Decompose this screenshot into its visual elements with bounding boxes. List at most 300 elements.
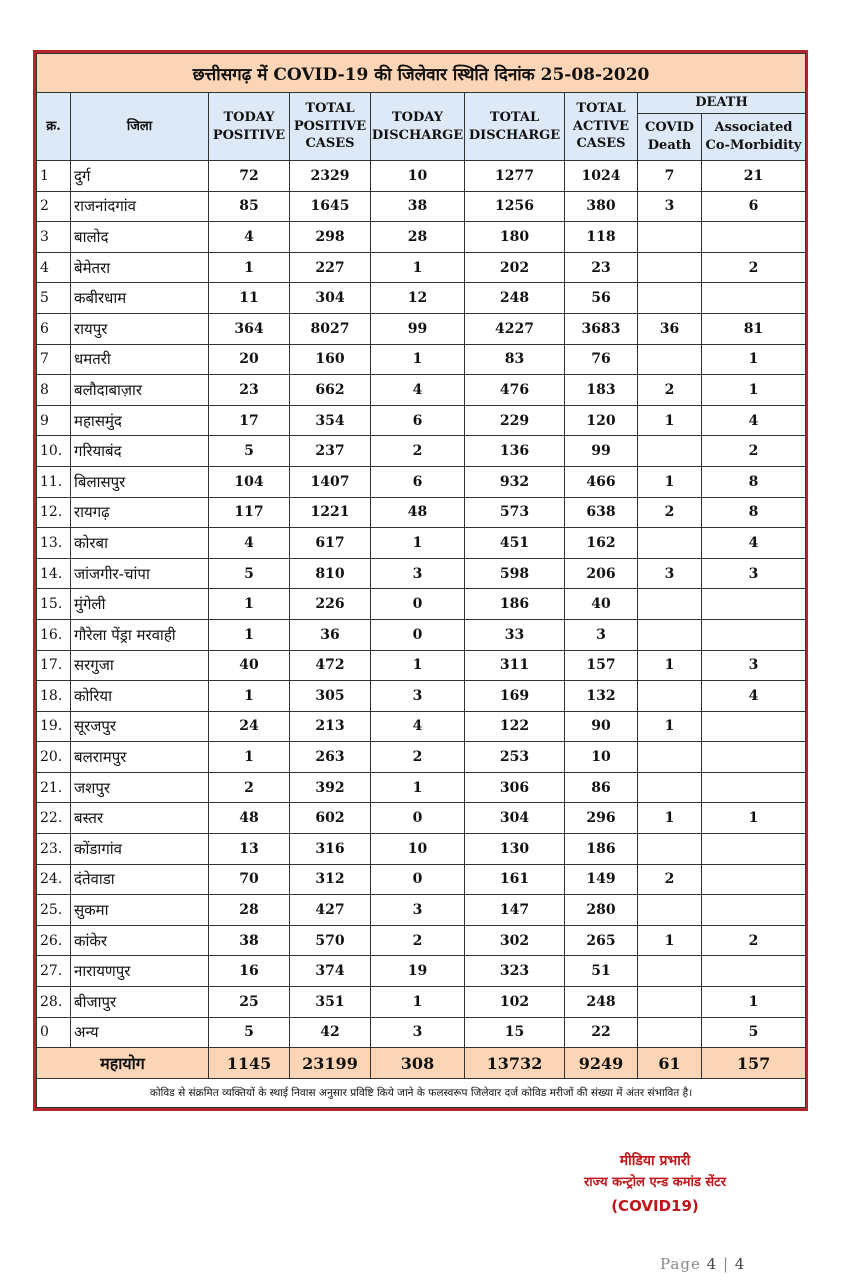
- header-today-discharge: TODAY DISCHARGE: [371, 93, 465, 161]
- cell-total-pos: 213: [290, 711, 371, 742]
- table-row: [37, 161, 806, 192]
- cell-sn: 24.: [37, 864, 71, 895]
- cell-district: महासमुंद: [71, 405, 209, 436]
- cell-today-dis: 19: [371, 956, 465, 987]
- cell-covid-death: [638, 252, 702, 283]
- cell-total-dis: 169: [465, 681, 565, 712]
- cell-sn: 0: [37, 1017, 71, 1048]
- table-row: [37, 466, 806, 497]
- cell-today-dis: 48: [371, 497, 465, 528]
- cell-comorbid: 5: [702, 1017, 806, 1048]
- cell-total-pos: 472: [290, 650, 371, 681]
- cell-total-dis: 136: [465, 436, 565, 467]
- cell-total-pos: 1645: [290, 191, 371, 222]
- cell-today-dis: 2: [371, 742, 465, 773]
- cell-covid-death: 2: [638, 497, 702, 528]
- cell-total-pos: 227: [290, 252, 371, 283]
- cell-today-dis: 3: [371, 895, 465, 926]
- header-today-positive: TODAY POSITIVE: [209, 93, 290, 161]
- cell-total-pos: 662: [290, 375, 371, 406]
- cell-comorbid: [702, 283, 806, 314]
- cell-comorbid: 1: [702, 375, 806, 406]
- cell-total-pos: 570: [290, 925, 371, 956]
- cell-sn: 16.: [37, 619, 71, 650]
- table-body: [37, 161, 806, 1048]
- table-row: [37, 895, 806, 926]
- cell-active: 206: [565, 558, 638, 589]
- cell-district: मुंगेली: [71, 589, 209, 620]
- table-row: [37, 344, 806, 375]
- cell-covid-death: 1: [638, 711, 702, 742]
- total-label: महायोग: [37, 1048, 209, 1079]
- cell-district: गरियाबंद: [71, 436, 209, 467]
- cell-active: 132: [565, 681, 638, 712]
- cell-total-dis: 186: [465, 589, 565, 620]
- total-comorbid: 157: [702, 1048, 806, 1079]
- cell-today-dis: 0: [371, 803, 465, 834]
- cell-today-dis: 10: [371, 834, 465, 865]
- cell-district: नारायणपुर: [71, 956, 209, 987]
- table-row: [37, 956, 806, 987]
- cell-district: बलौदाबाज़ार: [71, 375, 209, 406]
- cell-active: 3683: [565, 313, 638, 344]
- cell-covid-death: [638, 344, 702, 375]
- cell-comorbid: 6: [702, 191, 806, 222]
- table-row: [37, 558, 806, 589]
- page-label: Page: [660, 1255, 701, 1273]
- cell-covid-death: 1: [638, 650, 702, 681]
- cell-covid-death: [638, 1017, 702, 1048]
- cell-total-pos: 602: [290, 803, 371, 834]
- covid-district-table-frame: [33, 50, 808, 1111]
- cell-comorbid: 4: [702, 528, 806, 559]
- cell-district: दंतेवाडा: [71, 864, 209, 895]
- cell-total-pos: 237: [290, 436, 371, 467]
- cell-today-dis: 10: [371, 161, 465, 192]
- cell-active: 149: [565, 864, 638, 895]
- header-associated-comorbidity: Associated Co-Morbidity: [702, 114, 806, 161]
- cell-active: 265: [565, 925, 638, 956]
- cell-today-dis: 3: [371, 558, 465, 589]
- cell-today-pos: 2: [209, 772, 290, 803]
- cell-covid-death: [638, 895, 702, 926]
- cell-total-pos: 305: [290, 681, 371, 712]
- table-row: [37, 528, 806, 559]
- table-row: [37, 925, 806, 956]
- header-total-active: TOTAL ACTIVE CASES: [565, 93, 638, 161]
- cell-comorbid: 4: [702, 681, 806, 712]
- cell-today-pos: 38: [209, 925, 290, 956]
- cell-comorbid: [702, 742, 806, 773]
- cell-total-pos: 36: [290, 619, 371, 650]
- total-row: [37, 1048, 806, 1079]
- cell-total-pos: 304: [290, 283, 371, 314]
- cell-today-pos: 4: [209, 222, 290, 253]
- cell-comorbid: 2: [702, 436, 806, 467]
- page-number: [660, 1255, 745, 1273]
- cell-total-pos: 160: [290, 344, 371, 375]
- cell-active: 162: [565, 528, 638, 559]
- cell-covid-death: [638, 834, 702, 865]
- cell-covid-death: [638, 222, 702, 253]
- cell-total-pos: 312: [290, 864, 371, 895]
- cell-today-pos: 5: [209, 436, 290, 467]
- table-row: [37, 589, 806, 620]
- cell-sn: 26.: [37, 925, 71, 956]
- header-total-positive: TOTAL POSITIVE CASES: [290, 93, 371, 161]
- cell-covid-death: 1: [638, 925, 702, 956]
- header-covid-death: COVID Death: [638, 114, 702, 161]
- cell-total-pos: 263: [290, 742, 371, 773]
- cell-covid-death: 1: [638, 405, 702, 436]
- cell-today-dis: 3: [371, 1017, 465, 1048]
- cell-covid-death: 3: [638, 191, 702, 222]
- cell-covid-death: [638, 619, 702, 650]
- cell-active: 23: [565, 252, 638, 283]
- cell-sn: 4: [37, 252, 71, 283]
- cell-comorbid: [702, 589, 806, 620]
- cell-today-pos: 4: [209, 528, 290, 559]
- cell-sn: 28.: [37, 987, 71, 1018]
- cell-today-dis: 38: [371, 191, 465, 222]
- cell-sn: 7: [37, 344, 71, 375]
- cell-total-dis: 573: [465, 497, 565, 528]
- table-row: [37, 313, 806, 344]
- header-district: जिला: [71, 93, 209, 161]
- cell-today-pos: 70: [209, 864, 290, 895]
- cell-total-pos: 1221: [290, 497, 371, 528]
- cell-active: 86: [565, 772, 638, 803]
- cell-active: 10: [565, 742, 638, 773]
- cell-district: रायपुर: [71, 313, 209, 344]
- cell-total-dis: 130: [465, 834, 565, 865]
- cell-sn: 2: [37, 191, 71, 222]
- cell-district: बेमेतरा: [71, 252, 209, 283]
- cell-total-pos: 298: [290, 222, 371, 253]
- cell-total-dis: 1277: [465, 161, 565, 192]
- cell-covid-death: [638, 987, 702, 1018]
- cell-sn: 1: [37, 161, 71, 192]
- cell-district: बस्तर: [71, 803, 209, 834]
- cell-today-pos: 1: [209, 589, 290, 620]
- cell-active: 40: [565, 589, 638, 620]
- cell-today-pos: 364: [209, 313, 290, 344]
- table-row: [37, 436, 806, 467]
- total-today-discharge: 308: [371, 1048, 465, 1079]
- cell-sn: 27.: [37, 956, 71, 987]
- cell-today-dis: 4: [371, 711, 465, 742]
- cell-sn: 20.: [37, 742, 71, 773]
- cell-total-dis: 304: [465, 803, 565, 834]
- cell-today-pos: 40: [209, 650, 290, 681]
- cell-sn: 21.: [37, 772, 71, 803]
- table-row: [37, 191, 806, 222]
- cell-comorbid: [702, 619, 806, 650]
- table-row: [37, 405, 806, 436]
- cell-today-pos: 117: [209, 497, 290, 528]
- cell-covid-death: [638, 681, 702, 712]
- cell-covid-death: 3: [638, 558, 702, 589]
- cell-district: बिलासपुर: [71, 466, 209, 497]
- cell-total-pos: 374: [290, 956, 371, 987]
- cell-covid-death: 7: [638, 161, 702, 192]
- cell-today-dis: 0: [371, 589, 465, 620]
- cell-total-dis: 323: [465, 956, 565, 987]
- cell-total-dis: 306: [465, 772, 565, 803]
- cell-today-dis: 1: [371, 344, 465, 375]
- cell-active: 380: [565, 191, 638, 222]
- cell-total-pos: 1407: [290, 466, 371, 497]
- cell-today-pos: 23: [209, 375, 290, 406]
- table-row: [37, 497, 806, 528]
- cell-covid-death: [638, 742, 702, 773]
- cell-total-dis: 147: [465, 895, 565, 926]
- cell-today-pos: 1: [209, 252, 290, 283]
- cell-total-pos: 2329: [290, 161, 371, 192]
- cell-covid-death: [638, 283, 702, 314]
- cell-total-pos: 392: [290, 772, 371, 803]
- cell-today-pos: 1: [209, 681, 290, 712]
- header-death: DEATH: [638, 93, 806, 114]
- table-row: [37, 619, 806, 650]
- cell-today-pos: 5: [209, 558, 290, 589]
- cell-district: सुकमा: [71, 895, 209, 926]
- cell-sn: 15.: [37, 589, 71, 620]
- cell-sn: 22.: [37, 803, 71, 834]
- cell-district: राजनांदगांव: [71, 191, 209, 222]
- cell-today-dis: 2: [371, 436, 465, 467]
- page-total: 4: [734, 1255, 746, 1273]
- footnote: कोविड से संक्रमित व्यक्तियों के स्थाई निवास अनुसार प्रविष्टि किये जाने के फलस्वरूप जिलेवार दर्ज कोविड मरीजों की संख्या में अंतर संभावित है।: [37, 1079, 806, 1108]
- cell-comorbid: [702, 895, 806, 926]
- cell-total-dis: 476: [465, 375, 565, 406]
- cell-comorbid: 1: [702, 344, 806, 375]
- cell-district: धमतरी: [71, 344, 209, 375]
- cell-total-dis: 122: [465, 711, 565, 742]
- cell-covid-death: [638, 436, 702, 467]
- cell-total-pos: 226: [290, 589, 371, 620]
- cell-total-dis: 451: [465, 528, 565, 559]
- cell-sn: 11.: [37, 466, 71, 497]
- cell-district: सरगुजा: [71, 650, 209, 681]
- cell-covid-death: [638, 956, 702, 987]
- cell-sn: 23.: [37, 834, 71, 865]
- cell-covid-death: [638, 589, 702, 620]
- cell-total-dis: 229: [465, 405, 565, 436]
- signature-line-1: मीडिया प्रभारी: [619, 1153, 691, 1169]
- cell-comorbid: 2: [702, 252, 806, 283]
- cell-active: 99: [565, 436, 638, 467]
- cell-covid-death: 2: [638, 375, 702, 406]
- cell-district: कबीरधाम: [71, 283, 209, 314]
- table-row: [37, 375, 806, 406]
- cell-active: 22: [565, 1017, 638, 1048]
- table-row: [37, 742, 806, 773]
- cell-total-pos: 617: [290, 528, 371, 559]
- cell-today-pos: 5: [209, 1017, 290, 1048]
- cell-comorbid: 4: [702, 405, 806, 436]
- table-row: [37, 803, 806, 834]
- cell-today-dis: 0: [371, 864, 465, 895]
- cell-comorbid: 8: [702, 466, 806, 497]
- cell-comorbid: [702, 956, 806, 987]
- cell-sn: 18.: [37, 681, 71, 712]
- cell-comorbid: [702, 222, 806, 253]
- cell-today-dis: 1: [371, 987, 465, 1018]
- cell-total-dis: 302: [465, 925, 565, 956]
- cell-total-pos: 316: [290, 834, 371, 865]
- cell-district: कोरिया: [71, 681, 209, 712]
- header-sn: क्र.: [37, 93, 71, 161]
- cell-covid-death: [638, 528, 702, 559]
- cell-today-pos: 24: [209, 711, 290, 742]
- cell-covid-death: 1: [638, 466, 702, 497]
- cell-total-dis: 33: [465, 619, 565, 650]
- cell-today-pos: 72: [209, 161, 290, 192]
- cell-active: 183: [565, 375, 638, 406]
- cell-today-dis: 1: [371, 650, 465, 681]
- table-row: [37, 711, 806, 742]
- cell-total-dis: 311: [465, 650, 565, 681]
- cell-active: 186: [565, 834, 638, 865]
- cell-today-dis: 12: [371, 283, 465, 314]
- cell-district: सूरजपुर: [71, 711, 209, 742]
- cell-comorbid: 21: [702, 161, 806, 192]
- cell-active: 1024: [565, 161, 638, 192]
- cell-district: बलरामपुर: [71, 742, 209, 773]
- cell-sn: 10.: [37, 436, 71, 467]
- cell-active: 296: [565, 803, 638, 834]
- cell-today-pos: 16: [209, 956, 290, 987]
- cell-district: जशपुर: [71, 772, 209, 803]
- cell-comorbid: 8: [702, 497, 806, 528]
- total-total-positive: 23199: [290, 1048, 371, 1079]
- page-separator: |: [722, 1255, 730, 1273]
- cell-sn: 12.: [37, 497, 71, 528]
- table-row: [37, 834, 806, 865]
- cell-sn: 9: [37, 405, 71, 436]
- cell-total-dis: 102: [465, 987, 565, 1018]
- cell-total-dis: 161: [465, 864, 565, 895]
- cell-today-pos: 48: [209, 803, 290, 834]
- cell-active: 157: [565, 650, 638, 681]
- cell-total-dis: 598: [465, 558, 565, 589]
- cell-sn: 5: [37, 283, 71, 314]
- cell-sn: 25.: [37, 895, 71, 926]
- cell-today-dis: 6: [371, 466, 465, 497]
- cell-active: 90: [565, 711, 638, 742]
- cell-district: कोरबा: [71, 528, 209, 559]
- table-row: [37, 772, 806, 803]
- cell-district: गौरेला पेंड्रा मरवाही: [71, 619, 209, 650]
- cell-total-dis: 202: [465, 252, 565, 283]
- cell-active: 120: [565, 405, 638, 436]
- cell-today-pos: 11: [209, 283, 290, 314]
- cell-comorbid: 3: [702, 558, 806, 589]
- cell-today-dis: 99: [371, 313, 465, 344]
- cell-district: जांजगीर-चांपा: [71, 558, 209, 589]
- cell-today-dis: 4: [371, 375, 465, 406]
- cell-comorbid: 1: [702, 987, 806, 1018]
- cell-today-dis: 1: [371, 252, 465, 283]
- table-row: [37, 681, 806, 712]
- cell-comorbid: 1: [702, 803, 806, 834]
- cell-today-pos: 1: [209, 742, 290, 773]
- total-covid-death: 61: [638, 1048, 702, 1079]
- cell-active: 280: [565, 895, 638, 926]
- cell-active: 76: [565, 344, 638, 375]
- cell-sn: 14.: [37, 558, 71, 589]
- cell-district: बीजापुर: [71, 987, 209, 1018]
- covid-district-table: [36, 53, 806, 1108]
- cell-covid-death: 2: [638, 864, 702, 895]
- cell-total-pos: 427: [290, 895, 371, 926]
- table-title: छत्तीसगढ़ में COVID-19 की जिलेवार स्थिति दिनांक 25-08-2020: [37, 54, 806, 93]
- cell-today-dis: 28: [371, 222, 465, 253]
- cell-total-pos: 42: [290, 1017, 371, 1048]
- cell-sn: 17.: [37, 650, 71, 681]
- cell-district: कांकेर: [71, 925, 209, 956]
- cell-today-dis: 6: [371, 405, 465, 436]
- signature-line-2: राज्य कन्ट्रोल एन्ड कमांड सेंटर: [583, 1175, 727, 1190]
- cell-today-dis: 1: [371, 772, 465, 803]
- cell-active: 51: [565, 956, 638, 987]
- cell-sn: 13.: [37, 528, 71, 559]
- cell-today-pos: 17: [209, 405, 290, 436]
- signature-block: [540, 1150, 770, 1218]
- cell-today-pos: 25: [209, 987, 290, 1018]
- table-row: [37, 987, 806, 1018]
- cell-total-dis: 180: [465, 222, 565, 253]
- cell-active: 248: [565, 987, 638, 1018]
- cell-comorbid: 2: [702, 925, 806, 956]
- cell-sn: 6: [37, 313, 71, 344]
- total-active: 9249: [565, 1048, 638, 1079]
- cell-comorbid: 3: [702, 650, 806, 681]
- page-current: 4: [706, 1255, 718, 1273]
- cell-today-pos: 28: [209, 895, 290, 926]
- cell-comorbid: [702, 834, 806, 865]
- cell-district: बालोद: [71, 222, 209, 253]
- cell-district: दुर्ग: [71, 161, 209, 192]
- table-row: [37, 252, 806, 283]
- cell-district: अन्य: [71, 1017, 209, 1048]
- cell-active: 638: [565, 497, 638, 528]
- cell-today-pos: 104: [209, 466, 290, 497]
- cell-total-pos: 8027: [290, 313, 371, 344]
- cell-active: 56: [565, 283, 638, 314]
- cell-total-dis: 1256: [465, 191, 565, 222]
- cell-comorbid: [702, 864, 806, 895]
- cell-today-dis: 2: [371, 925, 465, 956]
- cell-district: कोंडागांव: [71, 834, 209, 865]
- cell-sn: 3: [37, 222, 71, 253]
- cell-today-dis: 0: [371, 619, 465, 650]
- total-total-discharge: 13732: [465, 1048, 565, 1079]
- cell-total-pos: 351: [290, 987, 371, 1018]
- cell-comorbid: 81: [702, 313, 806, 344]
- cell-total-pos: 354: [290, 405, 371, 436]
- cell-sn: 8: [37, 375, 71, 406]
- table-row: [37, 1017, 806, 1048]
- cell-today-pos: 85: [209, 191, 290, 222]
- cell-active: 3: [565, 619, 638, 650]
- cell-active: 118: [565, 222, 638, 253]
- cell-total-dis: 248: [465, 283, 565, 314]
- table-row: [37, 650, 806, 681]
- table-row: [37, 222, 806, 253]
- total-today-positive: 1145: [209, 1048, 290, 1079]
